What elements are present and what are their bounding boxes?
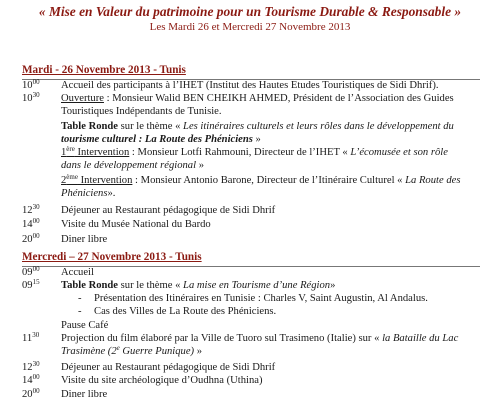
day1-round-table-cont: tourisme culturel : La Route des Phéniciens »: [61, 134, 261, 145]
bullet-icon: -: [78, 293, 82, 304]
day2-coffee-break: Pause Café: [61, 320, 109, 331]
day2-film: Projection du film élaboré par la Ville de Tuoro sul Trasimeno (Italie) sur « la Bataille du Lac: [61, 333, 459, 344]
document-subtitle: Les Mardi 26 et Mercredi 27 Novembre 2013: [149, 21, 351, 33]
day2-time-0915: $09^{15}$: [22, 278, 40, 291]
day2-lunch: Déjeuner au Restaurant pédagogique de Sidi Dhrif: [61, 362, 276, 373]
day1-intervention-2: 2ème Intervention : Monsieur Antonio Barone, Directeur de l’Itinéraire Culturel « La Route des: [61, 173, 461, 186]
day1-opening-cont: Touristiques Indépendants de Tunisie.: [61, 106, 222, 117]
day1-time-1000: $10^{00}$: [22, 78, 40, 91]
day1-dinner: Diner libre: [61, 234, 108, 245]
day2-dinner: Diner libre: [61, 389, 108, 400]
day1-visit: Visite du Musée National du Bardo: [61, 219, 211, 230]
day2-bullet-2: Cas des Villes de La Route des Phéniciens.: [94, 306, 277, 317]
day2-time-0900: $09^{00}$: [22, 265, 40, 278]
day2-round-table: Table Ronde sur le thème « La mise en Tourisme d’une Région»: [61, 280, 336, 291]
day1-lunch: Déjeuner au Restaurant pédagogique de Sidi Dhrif: [61, 205, 276, 216]
bullet-icon: -: [78, 306, 82, 317]
day1-round-table: Table Ronde sur le thème « Les itinéraires culturels et leurs rôles dans le développement du: [61, 121, 454, 132]
day1-opening: Ouverture : Monsieur Walid BEN CHEIKH AHMED, Président de l’Association des Guides: [61, 93, 454, 104]
day1-time-1400: $14^{00}$: [22, 217, 40, 230]
day1-intervention-1-cont: dans le développement régional »: [61, 160, 204, 171]
day2-visit: Visite du site archéologique d’Oudhna (Uthina): [61, 375, 263, 386]
day2-time-1400: $14^{00}$: [22, 373, 40, 386]
day2-arrival: Accueil: [61, 267, 94, 278]
day1-intervention-2-cont: Phéniciens».: [61, 188, 116, 199]
day2-time-1230: $12^{30}$: [22, 360, 40, 373]
day1-time-1230: $12^{30}$: [22, 203, 40, 216]
day2-bullet-1: Présentation des Itinéraires en Tunisie : Charles V, Saint Augustin, Al Andalus.: [94, 293, 428, 304]
day2-film-cont: Trasimène (2e Guerre Punique) »: [61, 344, 203, 357]
day2-time-1130: $11^{30}$: [22, 331, 40, 344]
day1-time-2000: $20^{00}$: [22, 232, 40, 245]
day1-arrival: Accueil des participants à l’IHET (Institut des Hautes Etudes Touristiques de Sidi Dhrif).: [61, 80, 439, 91]
day2-heading: Mercredi – 27 Novembre 2013 - Tunis: [22, 251, 202, 263]
day1-heading: Mardi - 26 Novembre 2013 - Tunis: [22, 64, 186, 76]
document-title: « Mise en Valeur du patrimoine pour un Tourisme Durable & Responsable »: [38, 4, 462, 19]
day1-time-1030: $10^{30}$: [22, 91, 40, 104]
day1-intervention-1: 1ère Intervention : Monsieur Lotfi Rahmouni, Directeur de l’IHET « L’écomusée et son rôle: [61, 145, 448, 158]
day2-time-2000: $20^{00}$: [22, 387, 40, 400]
